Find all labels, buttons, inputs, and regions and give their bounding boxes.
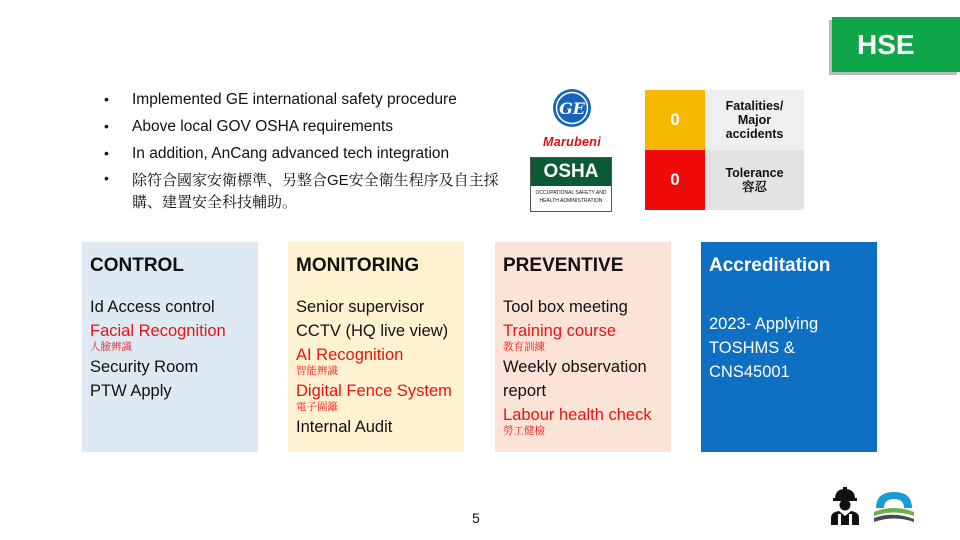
stat-label-line: Tolerance xyxy=(725,166,784,180)
monitoring-item: Digital Fence System xyxy=(296,382,452,400)
monitoring-box xyxy=(288,242,464,452)
control-title: CONTROL xyxy=(90,255,184,276)
osha-subtitle-line: OCCUPATIONAL SAFETY AND xyxy=(535,190,607,196)
control-item: PTW Apply xyxy=(90,382,172,400)
accreditation-item: CNS45001 xyxy=(709,363,790,381)
control-item: Security Room xyxy=(90,358,199,376)
bullet-list xyxy=(100,86,500,214)
preventive-item: report xyxy=(503,382,547,400)
monitoring-item: AI Recognition xyxy=(296,346,404,364)
monitoring-item: Internal Audit xyxy=(296,418,393,436)
osha-logo xyxy=(530,157,612,212)
preventive-title: PREVENTIVE xyxy=(503,255,624,276)
company-logo-icon xyxy=(872,488,916,524)
svg-text:GE: GE xyxy=(559,99,585,118)
preventive-item: Weekly observation xyxy=(503,358,647,376)
monitoring-item: Senior supervisor xyxy=(296,298,425,316)
osha-title: OSHA xyxy=(531,158,611,186)
accreditation-box xyxy=(701,242,877,452)
control-item: Id Access control xyxy=(90,298,215,316)
monitoring-item-subtitle: 智能辨識 xyxy=(296,365,338,377)
stat-label-line: Major xyxy=(737,113,772,127)
stat-label-line: 容忍 xyxy=(741,180,767,194)
hse-badge: HSE xyxy=(832,17,960,72)
page-number: 5 xyxy=(472,510,480,526)
control-item: Facial Recognition xyxy=(90,322,226,340)
accreditation-item: 2023- Applying xyxy=(709,315,819,333)
preventive-item: Training course xyxy=(503,322,617,340)
tolerance-value: 0 xyxy=(645,150,705,210)
preventive-item-subtitle: 教育訓練 xyxy=(503,341,545,353)
stat-label-line: accidents xyxy=(725,127,784,141)
control-item-subtitle: 人臉辨識 xyxy=(90,341,132,353)
ge-logo-icon xyxy=(552,88,592,128)
construction-worker-icon xyxy=(828,486,862,526)
control-box xyxy=(82,242,258,452)
tolerance-label xyxy=(705,150,804,210)
fatalities-value: 0 xyxy=(645,90,705,150)
accreditation-item: TOSHMS & xyxy=(709,339,795,357)
bullet-item: • In addition, AnCang advanced tech integration xyxy=(100,140,500,167)
fatalities-label xyxy=(705,90,804,150)
bullet-item: • Above local GOV OSHA requirements xyxy=(100,113,500,140)
monitoring-item-subtitle: 電子圍籬 xyxy=(296,401,338,413)
bullet-item: • 除符合國家安衛標準、另整合GE安全衛生程序及自主採購、建置安全科技輔助。 xyxy=(100,167,500,214)
marubeni-logo: Marubeni xyxy=(543,135,601,149)
bullet-item: • Implemented GE international safety procedure xyxy=(100,86,500,113)
accreditation-title: Accreditation xyxy=(709,255,831,276)
preventive-item: Labour health check xyxy=(503,406,652,424)
preventive-item: Tool box meeting xyxy=(503,298,628,316)
stat-label-line: Fatalities/ xyxy=(725,99,784,113)
preventive-box xyxy=(495,242,671,452)
monitoring-item: CCTV (HQ live view) xyxy=(296,322,449,340)
osha-subtitle-line: HEALTH ADMINISTRATION xyxy=(539,198,603,204)
osha-subtitle xyxy=(531,186,611,205)
monitoring-title: MONITORING xyxy=(296,255,420,276)
preventive-item-subtitle: 勞工健檢 xyxy=(503,425,545,437)
